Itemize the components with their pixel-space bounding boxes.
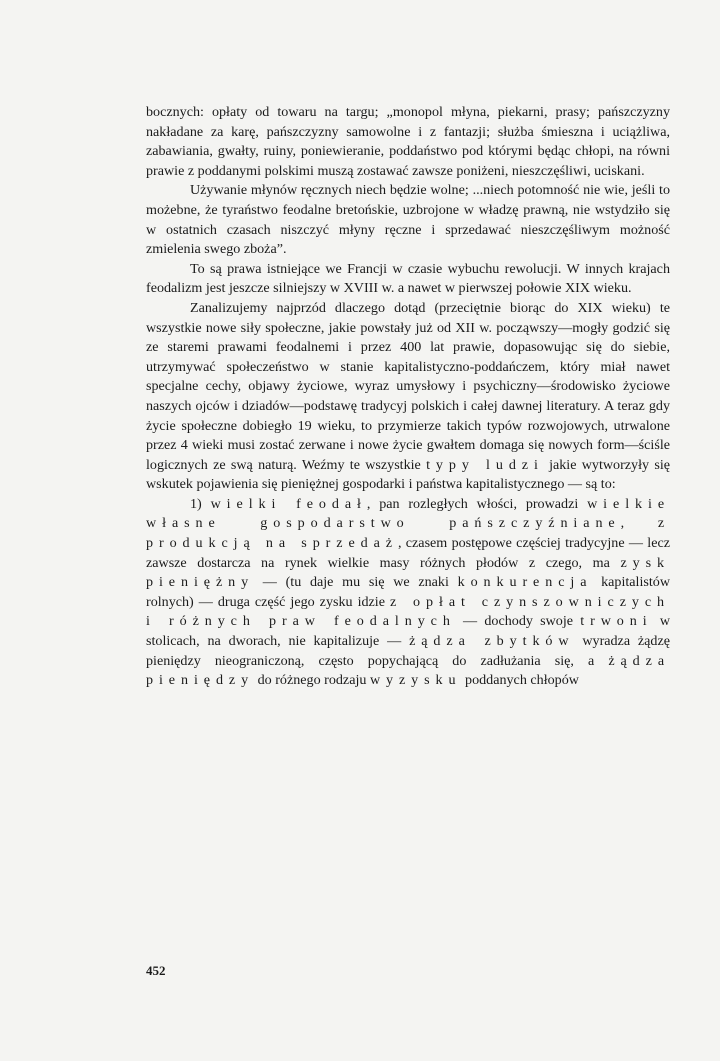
spaced-emphasis-text: żądza pieniędzy [146,652,670,689]
text-run: 1) [190,495,211,512]
text-run: w stolicach, na dworach, nie kapitalizuje — [146,613,670,650]
text-run: , czasem postępowe częściej tradycyjne — lecz zawsze dostarcza na rynek wielkie masy różnych płodów z czego, ma [146,535,670,571]
spaced-emphasis-text: żądza zbytków [409,633,575,650]
paragraph-france-rights [146,260,670,299]
body-text [146,103,670,691]
spaced-emphasis-text: zysk pieniężny [146,554,670,591]
spaced-emphasis-text: z produkcją na sprzedaż [146,515,670,552]
paragraph-continuation [146,103,670,181]
paragraph-analysis [146,299,670,495]
text-run: , [620,515,658,532]
spaced-emphasis-text: wyzysku [369,672,462,689]
text-run: do różnego rodzaju [254,672,370,689]
spaced-emphasis-text: wielkie własne gospodarstwo pańszczyźniane [146,495,671,532]
spaced-emphasis-text: wielki feodał [210,495,367,512]
spaced-emphasis-text: trwoni [580,613,653,630]
spaced-emphasis-text: konkurencja [457,574,593,591]
text-run: , pan rozległych włości, prowadzi [366,495,588,512]
text-run: Używanie młynów ręcznych niech będzie wolne; ...niech potomność nie wie, jeśli to możebne, że tyraństwo feodalne bretońskie, uzbrojone w władzę prawną, nie wstydziło się w ostatnich czasach niszczyć młyny ręczne i sprzedawać nieszczęśliwym możność zmielenia swego zboża”. [146,182,670,258]
spaced-emphasis-text: z opłat czynszowniczych i różnych praw feodalnych [146,593,670,630]
text-run: poddanych chłopów [461,672,579,689]
text-run: Zanalizujemy najprzód dlaczego dotąd (przeciętnie biorąc do XIX wieku) te wszystkie nowe siły społeczne, jakie powstały już od XII w. począwszy—mogły godzić się ze staremi prawami feodalnemi i przez 400 lat prawie, dopasowując się do siebie, utrzymywać społeczeństwo w stanie kapitalistyczno-poddańczem, który miał nawet specjalne cechy, objawy życiowe, wyraz umysłowy i psychiczny—środowisko życiowe naszych ojców i dziadów—podstawę tradycyj polskich i całej dawnej literatury. A teraz gdy życie społeczne dobiegło 19 wieku, to przymierze takich typów rozwojowych, utrwalone przez 4 wieki musi zostać zerwane i nowe życie gwałtem domaga się nowych form—ściśle logicznych ze swą naturą. Weźmy te wszystkie [146,299,670,473]
text-run: jakie wytworzyły się wskutek pojawienia się pieniężnej gospodarki i państwa kapitalistycznego — są to: [146,456,670,493]
spaced-emphasis-text: typy ludzi [426,456,544,473]
text-run: bocznych: opłaty od towaru na targu; „monopol młyna, piekarni, prasy; pańszczyzny nakładane za karę, pańszczyzny samowolne i z fantazji; służba śmieszna i uciążliwa, zabawiania, gwałty, ruiny, poniewieranie, poddaństwo pod którymi będąc chłopi, na równi prawie z poddanymi polskimi muszą zostawać zawsze poniżeni, nieszczęśliwi, uciskani. [146,104,670,179]
paragraph-mill-rights [146,181,670,259]
text-run: To są prawa istniejące we Francji w czasie wybuchu rewolucji. W innych krajach feodalizm jest jeszcze silniejszy w XVIII w. a nawet w pierwszej połowie XIX wieku. [146,260,670,297]
page-number: 452 [146,963,166,978]
text-run: wyradza żądzę pieniędzy nieograniczoną, często popychającą do zadłużania się, a [146,633,670,669]
paragraph-great-feudal [146,495,670,691]
text-run: — dochody swoje [455,613,581,630]
text-run: kapitalistów rolnych) — druga część jego zysku idzie [146,574,671,610]
text-run: — (tu daje mu się we znaki [254,574,458,591]
